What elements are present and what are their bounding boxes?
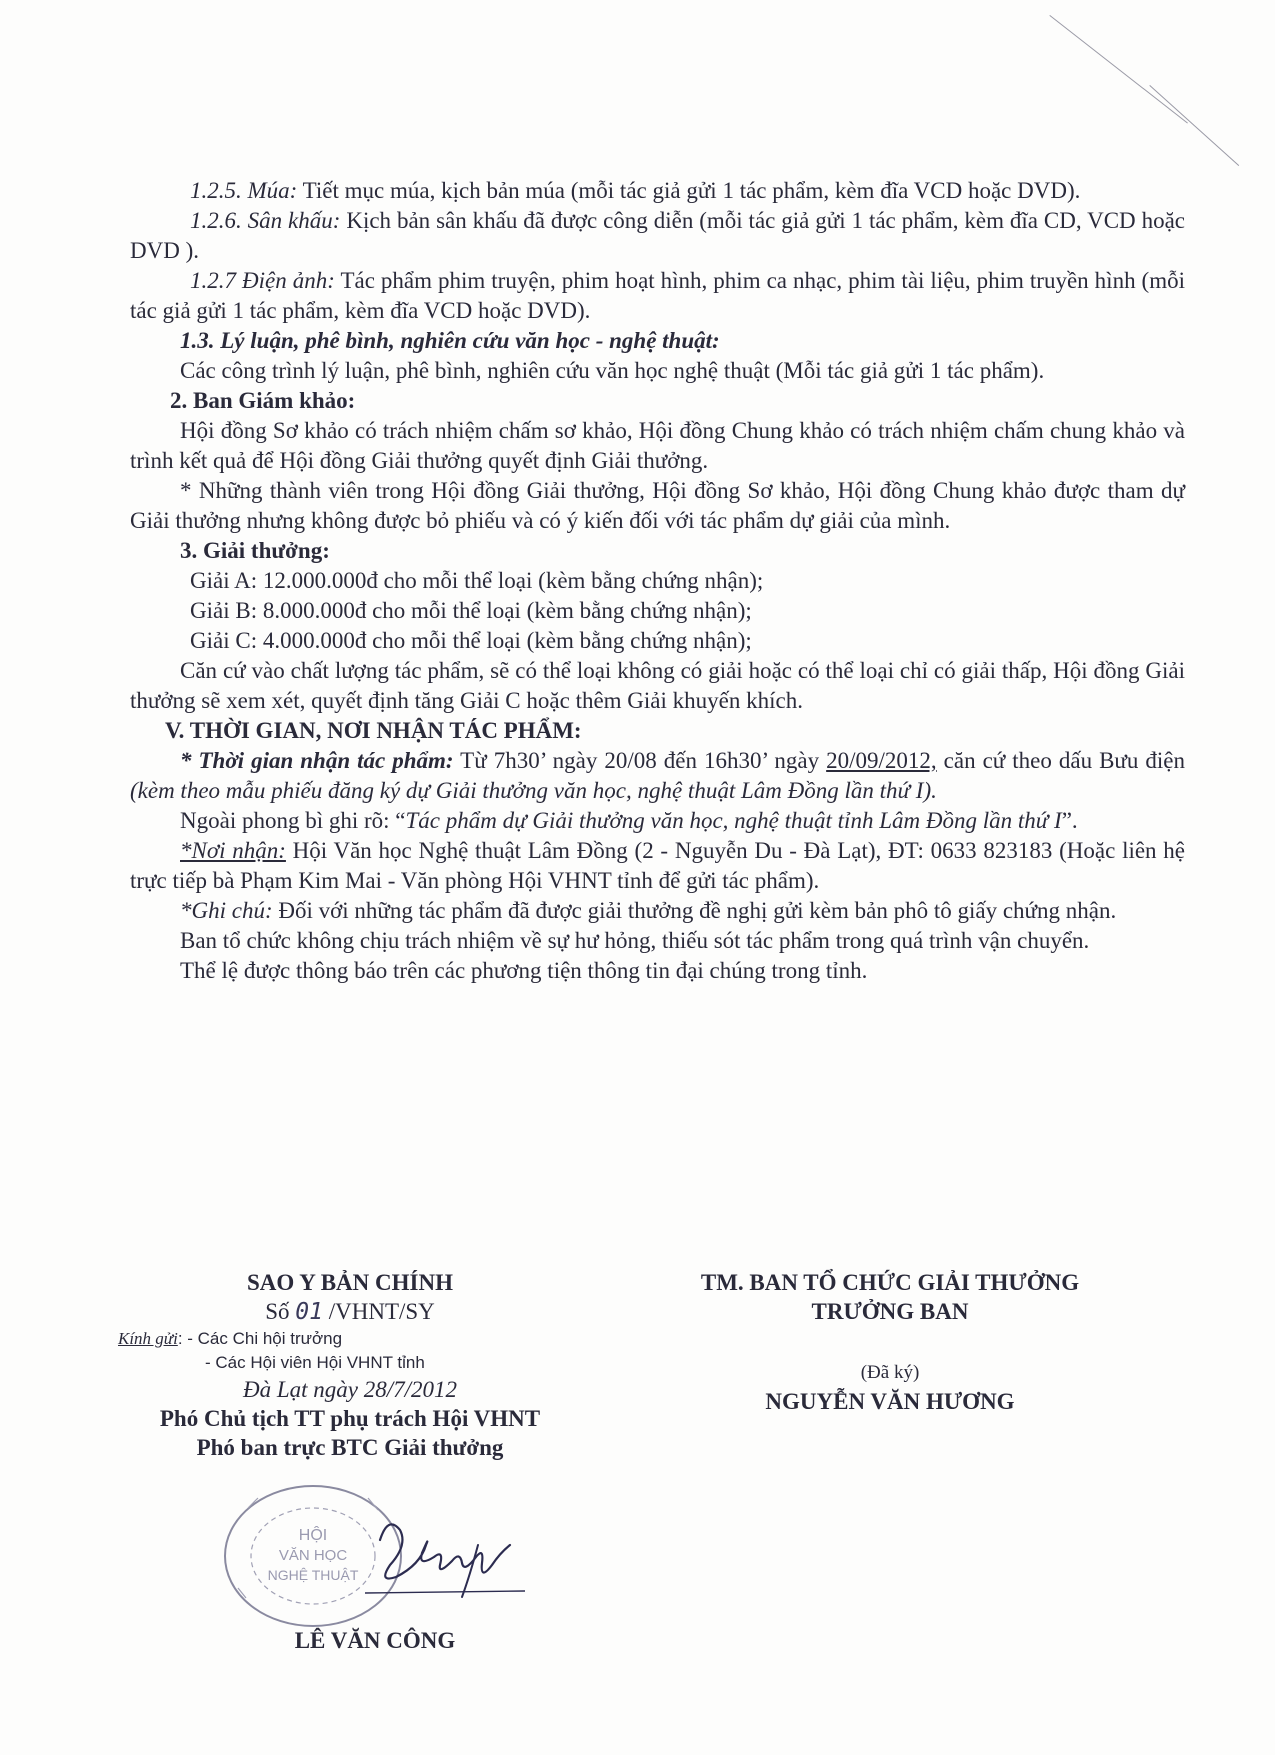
prize-note: Căn cứ vào chất lượng tác phẩm, sẽ có thể loại không có giải hoặc có thể loại chỉ có giải thấp, Hội đồng Giải thưởng sẽ xem xét, quyết định tăng Giải C hoặc thêm Giải khuyến khích. [130, 658, 1185, 713]
copy-number-value: 01 [295, 1299, 323, 1325]
envelope-text: Ngoài phong bì ghi rõ: “ [180, 808, 406, 833]
section-v-heading: V. THỜI GIAN, NƠI NHẬN TÁC PHẨM: [165, 718, 582, 743]
recipients-label: Kính gửi [118, 1329, 178, 1348]
svg-text:HỘI: HỘI [298, 1527, 328, 1544]
copy-place-date: Đà Lạt ngày 28/7/2012 [242, 1377, 458, 1402]
receiving-place-label: *Nơi nhận: [180, 838, 286, 863]
section-1-3-text: Các công trình lý luận, phê bình, nghiên cứu văn học nghệ thuật (Mỗi tác giả gửi 1 tác phẩm). [180, 358, 1045, 383]
prize-b: Giải B: 8.000.000đ cho mỗi thể loại (kèm bằng chứng nhận); [190, 598, 752, 623]
receiving-place-text: Hội Văn học Nghệ thuật Lâm Đồng (2 - Nguyễn Du - Đà Lạt), ĐT: 0633 823183 (Hoặc liên hệ trực tiếp bà Phạm Kim Mai - Văn phòng Hội VHNT tỉnh để gửi tác phẩm). [130, 838, 1186, 893]
recipient-1: : - Các Chi hội trưởng [177, 1329, 343, 1348]
announcement: Thể lệ được thông báo trên các phương tiện thông tin đại chúng trong tỉnh. [180, 958, 868, 983]
svg-text:NGHỆ THUẬT: NGHỆ THUẬT [267, 1567, 359, 1583]
envelope-label: Tác phẩm dự Giải thưởng văn học, nghệ thuật tỉnh Lâm Đồng lần thứ I [405, 808, 1062, 833]
section-3-heading: 3. Giải thưởng: [180, 538, 330, 563]
section-text: Tác phẩm phim truyện, phim hoạt hình, phim ca nhạc, phim tài liệu, phim truyền hình (mỗi tác giả gửi 1 tác phẩm, kèm đĩa VCD hoặc DVD). [130, 268, 1186, 323]
scan-artifact-line [1149, 85, 1239, 166]
committee-head-name: NGUYỄN VĂN HƯƠNG [765, 1389, 1015, 1414]
scan-artifact-line [1049, 15, 1188, 124]
envelope-text-end: ”. [1061, 808, 1078, 833]
committee-title: TM. BAN TỔ CHỨC GIẢI THƯỞNG [700, 1270, 1080, 1295]
committee-signature-block [640, 1268, 1140, 1416]
copy-title: SAO Y BẢN CHÍNH [247, 1270, 453, 1295]
spacer [640, 1326, 1140, 1358]
note-label: *Ghi chú: [180, 898, 273, 923]
certified-copy-block [100, 1268, 600, 1462]
envelope-instruction [130, 806, 1185, 836]
section-label: 1.2.5. Múa: [190, 178, 298, 203]
copy-number-suffix: /VHNT/SY [322, 1299, 435, 1324]
section-text: Kịch bản sân khấu đã được công diễn (mỗi tác giả gửi 1 tác phẩm, kèm đĩa CD, VCD hoặc DVD ). [130, 208, 1185, 263]
recipient-2: - Các Hội viên Hội VHNT tỉnh [205, 1353, 425, 1372]
section-label: 1.2.6. Sân khấu: [190, 208, 341, 233]
copy-position-1: Phó Chủ tịch TT phụ trách Hội VHNT [159, 1406, 541, 1431]
section-2-paragraph-1: Hội đồng Sơ khảo có trách nhiệm chấm sơ khảo, Hội đồng Chung khảo có trách nhiệm chấm chung khảo và trình kết quả để Hội đồng Giải thưởng quyết định Giải thưởng. [130, 418, 1185, 473]
section-1-2-7 [130, 266, 1185, 326]
note-text: Đối với những tác phẩm đã được giải thưởng đề nghị gửi kèm bản phô tô giấy chứng nhận. [272, 898, 1117, 923]
receiving-place [130, 836, 1185, 896]
receiving-time-text-2: căn cứ theo dấu Bưu điện [936, 748, 1185, 773]
section-2-paragraph-2: * Những thành viên trong Hội đồng Giải thưởng, Hội đồng Sơ khảo, Hội đồng Chung khảo được tham dự Giải thưởng nhưng không được bỏ phiếu và có ý kiến đối với tác phẩm dự giải của mình. [130, 478, 1185, 533]
committee-head-title: TRƯỞNG BAN [811, 1299, 969, 1324]
receiving-time [130, 746, 1185, 806]
prize-c: Giải C: 4.000.000đ cho mỗi thể loại (kèm bằng chứng nhận); [190, 628, 752, 653]
section-text: Tiết mục múa, kịch bản múa (mỗi tác giả gửi 1 tác phẩm, kèm đĩa VCD hoặc DVD). [297, 178, 1081, 203]
copy-position-2: Phó ban trực BTC Giải thưởng [196, 1435, 504, 1460]
recipients-line-1 [100, 1327, 600, 1351]
section-1-2-5 [130, 176, 1185, 206]
section-1-3-heading: 1.3. Lý luận, phê bình, nghiên cứu văn học - nghệ thuật: [180, 328, 720, 353]
handwritten-signature [360, 1505, 530, 1600]
svg-text:VĂN HỌC: VĂN HỌC [278, 1547, 348, 1564]
receiving-deadline: 20/09/2012, [826, 748, 937, 773]
signed-note: (Đã ký) [860, 1362, 920, 1383]
copy-number [100, 1297, 600, 1327]
copy-number-prefix: Số [265, 1299, 296, 1324]
receiving-time-label: * Thời gian nhận tác phẩm: [180, 748, 454, 773]
receiving-time-text: Từ 7h30’ ngày 20/08 đến 16h30’ ngày [453, 748, 827, 773]
document-body [130, 176, 1185, 986]
receiving-time-note: (kèm theo mẫu phiếu đăng ký dự Giải thưởng văn học, nghệ thuật Lâm Đồng lần thứ I). [130, 778, 937, 803]
section-2-heading: 2. Ban Giám khảo: [170, 388, 356, 413]
disclaimer: Ban tổ chức không chịu trách nhiệm về sự hư hỏng, thiếu sót tác phẩm trong quá trình vận chuyển. [180, 928, 1090, 953]
copy-signer-name: LÊ VĂN CÔNG [294, 1628, 456, 1653]
prize-a: Giải A: 12.000.000đ cho mỗi thể loại (kèm bằng chứng nhận); [190, 568, 764, 593]
note [130, 896, 1185, 926]
section-label: 1.2.7 Điện ảnh: [190, 268, 335, 293]
section-1-2-6 [130, 206, 1185, 266]
